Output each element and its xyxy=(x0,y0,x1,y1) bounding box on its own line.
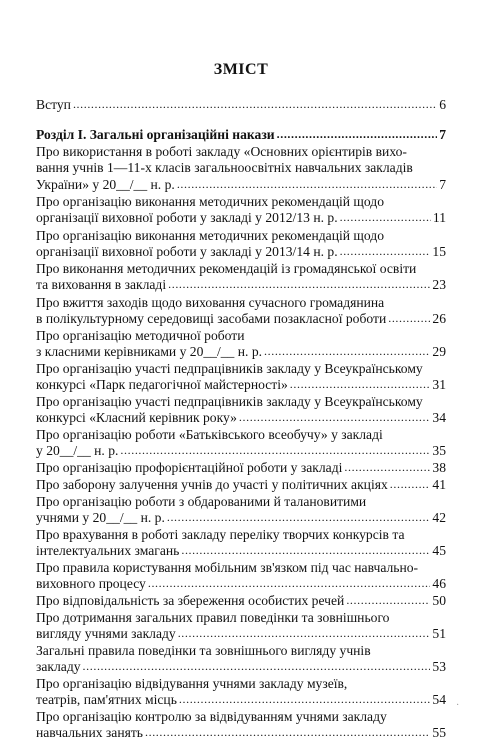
toc-entry xyxy=(36,560,446,593)
toc-entry xyxy=(36,477,446,493)
toc-entry-text: Про організацію контролю за відвідуванням учнями закладу xyxy=(36,709,387,724)
toc-page-number: 23 xyxy=(432,277,446,293)
toc-page-number: 7 xyxy=(439,176,446,192)
toc-entry-text: конкурсі «Класний керівник року» xyxy=(36,410,237,426)
toc-entry-text: у 20__/__ н. р. xyxy=(36,443,119,459)
toc-entry xyxy=(36,228,446,261)
toc-entry-line xyxy=(36,443,446,459)
toc-entry-line xyxy=(36,210,446,226)
toc-entry-line xyxy=(36,494,446,510)
toc-page-number: 51 xyxy=(432,626,446,642)
toc-entry xyxy=(36,527,446,560)
toc-page-number: 29 xyxy=(432,344,446,360)
dot-leader xyxy=(181,542,430,558)
toc-entry-text: та виховання в закладі xyxy=(36,277,167,293)
toc-page-number: 54 xyxy=(432,692,446,708)
toc-entry-text: Про заборону залучення учнів до участі у політичних акціях xyxy=(36,477,388,492)
toc-entry-text: Про вжиття заходів щодо виховання сучасного громадянина xyxy=(36,295,385,310)
toc-entry-text: учнями у 20__/__ н. р. xyxy=(36,510,165,526)
toc-entry-line xyxy=(36,344,446,360)
toc-entry xyxy=(36,295,446,328)
toc-page-number: 34 xyxy=(432,410,446,426)
dot-leader xyxy=(148,575,431,591)
toc-entry-text: з класними керівниками у 20__/__ н. р. xyxy=(36,344,263,360)
toc-entry-line xyxy=(36,244,446,260)
toc-entry-text: Загальні правила поведінки та зовнішнього вигляду учнів xyxy=(36,643,371,658)
toc-entry xyxy=(36,394,446,427)
toc-entry-text: Про організацію профорієнтаційної роботи у закладі xyxy=(36,460,343,475)
toc-entry-line xyxy=(36,560,446,576)
toc-entry-text: Про організацію методичної роботи xyxy=(36,328,245,343)
dot-leader xyxy=(344,459,430,475)
dot-leader xyxy=(120,442,430,458)
toc-entry xyxy=(36,144,446,193)
dot-leader xyxy=(83,658,431,674)
toc-entry-text: інтелектуальних змагань xyxy=(36,543,180,559)
toc-entry-text: конкурсі «Парк педагогічної майстерності» xyxy=(36,377,288,393)
page-title: ЗМІСТ xyxy=(213,61,269,78)
toc-entry xyxy=(36,328,446,361)
toc-entry xyxy=(36,494,446,527)
toc-entry-line xyxy=(36,160,446,176)
toc-entry xyxy=(36,194,446,227)
toc-page-number: 45 xyxy=(432,543,446,559)
toc-entry-text: організації виховної роботи у закладі у 2012/13 н. р. xyxy=(36,210,338,226)
toc-entry-line xyxy=(36,261,446,277)
toc-entry-line xyxy=(36,311,446,327)
toc-entry-line xyxy=(36,610,446,626)
dot-leader xyxy=(179,691,431,707)
dot-leader xyxy=(178,625,431,641)
toc-entry-line xyxy=(36,593,446,609)
toc-entry-line xyxy=(36,328,446,344)
toc-entry xyxy=(36,427,446,460)
toc-entry xyxy=(36,97,446,113)
toc-entry xyxy=(36,261,446,294)
toc-entry-line xyxy=(36,692,446,708)
toc-entry-line xyxy=(36,626,446,642)
toc-entry xyxy=(36,127,446,143)
toc-page-number: 53 xyxy=(432,659,446,675)
toc-entry-text: вання учнів 1—11-х класів загальноосвітніх навчальних закладів xyxy=(36,160,413,176)
toc-page-number: 55 xyxy=(432,725,446,741)
toc-entry-text: Про правила користування мобільним зв'язком під час навчально- xyxy=(36,560,419,575)
toc-entry-text: закладу xyxy=(36,659,81,675)
dot-leader xyxy=(390,476,431,492)
toc-entry-text: вигляду учнями закладу xyxy=(36,626,176,642)
toc-entry-text: Про відповідальність за збереження особистих речей xyxy=(36,593,345,608)
toc-entry-text: Про організацію відвідування учнями закладу музеїв, xyxy=(36,676,348,691)
toc-entry-line xyxy=(36,410,446,426)
dot-leader xyxy=(73,96,437,112)
toc-entry-text: Про врахування в роботі закладу переліку творчих конкурсів та xyxy=(36,527,405,542)
dot-leader xyxy=(264,343,430,359)
toc-entry-line xyxy=(36,377,446,393)
toc-page-number: 35 xyxy=(432,443,446,459)
toc-entry-text: Про організацію виконання методичних рекомендацій щодо xyxy=(36,228,385,243)
toc-entry-line xyxy=(36,527,446,543)
dot-leader xyxy=(340,243,431,259)
toc-page-number: 31 xyxy=(432,377,446,393)
toc-page-number: 11 xyxy=(432,210,446,226)
toc-entry xyxy=(36,460,446,476)
toc-entry-text: Розділ І. Загальні організаційні накази xyxy=(36,127,275,142)
toc-page-number: 7 xyxy=(439,127,446,142)
toc-entry-line xyxy=(36,427,446,443)
toc-entry-text: Про використання в роботі закладу «Основних орієнтирів вихо- xyxy=(36,144,407,159)
toc-entry-line xyxy=(36,194,446,210)
toc-entry-text: Про організацію роботи «Батьківського всеобучу» у закладі xyxy=(36,427,383,442)
toc-entry-line xyxy=(36,676,446,692)
dot-leader xyxy=(167,509,431,525)
toc-entry-line xyxy=(36,643,446,659)
toc-entry-text: України» у 20__/__ н. р. xyxy=(36,176,175,192)
toc-page-number: 41 xyxy=(432,477,446,492)
toc-page-number: 15 xyxy=(432,244,446,260)
page-edge-mark: · xyxy=(456,700,460,711)
toc-entry-line xyxy=(36,177,446,193)
toc-entry-text: Про організацію участі педпрацівників закладу у Всеукраїнському xyxy=(36,394,423,409)
toc-entry-text: організації виховної роботи у закладі у 2013/14 н. р. xyxy=(36,244,338,260)
toc-entry-text: Про організацію виконання методичних рекомендацій щодо xyxy=(36,194,385,209)
toc-entry-line xyxy=(36,228,446,244)
toc-entry-line xyxy=(36,277,446,293)
dot-leader xyxy=(277,126,438,142)
toc-entry-text: Про виконання методичних рекомендацій із громадянської освіти xyxy=(36,261,417,276)
dot-leader xyxy=(340,209,431,225)
toc-page-number: 26 xyxy=(432,311,446,327)
toc-entry-line xyxy=(36,477,446,493)
toc-entry-text: в полікультурному середовищі засобами позакласної роботи xyxy=(36,311,387,327)
toc-entry-line xyxy=(36,361,446,377)
dot-leader xyxy=(346,592,430,608)
toc-page-number: 38 xyxy=(432,460,446,475)
toc-entry-line xyxy=(36,127,446,143)
toc-entry-text: виховного процесу xyxy=(36,576,146,592)
dot-leader xyxy=(290,376,431,392)
toc-entry-line xyxy=(36,460,446,476)
toc-entry xyxy=(36,610,446,643)
toc-entry xyxy=(36,593,446,609)
toc-entry-line xyxy=(36,543,446,559)
toc-entry-text: театрів, пам'ятних місць xyxy=(36,692,177,708)
toc-page-number: 50 xyxy=(432,593,446,608)
toc-entry-line xyxy=(36,725,446,741)
toc-entry-text: Вступ xyxy=(36,97,71,112)
toc-entry-line xyxy=(36,709,446,725)
toc-entry-line xyxy=(36,394,446,410)
toc-entry xyxy=(36,676,446,709)
toc-entry xyxy=(36,643,446,676)
toc-entry xyxy=(36,709,446,742)
toc-entry-text: Про організацію роботи з обдарованими й талановитими xyxy=(36,494,367,509)
toc-entry-text: Про організацію участі педпрацівників закладу у Всеукраїнському xyxy=(36,361,423,376)
toc-entry xyxy=(36,361,446,394)
toc-page-number: 46 xyxy=(432,576,446,592)
dot-leader xyxy=(388,310,430,326)
dot-leader xyxy=(177,176,437,192)
toc-entry-line xyxy=(36,576,446,592)
dot-leader xyxy=(239,409,430,425)
toc-entry-text: Про дотримання загальних правил поведінки та зовнішнього xyxy=(36,610,390,625)
toc-entry-line xyxy=(36,510,446,526)
toc-entry-line xyxy=(36,144,446,160)
toc-entry-text: навчальних занять xyxy=(36,725,143,741)
toc-page-number: 42 xyxy=(432,510,446,526)
toc-entry-line xyxy=(36,295,446,311)
dot-leader xyxy=(168,276,430,292)
toc-entry-line xyxy=(36,659,446,675)
toc-page-number: 6 xyxy=(439,97,446,112)
toc-entry-line xyxy=(36,97,446,113)
